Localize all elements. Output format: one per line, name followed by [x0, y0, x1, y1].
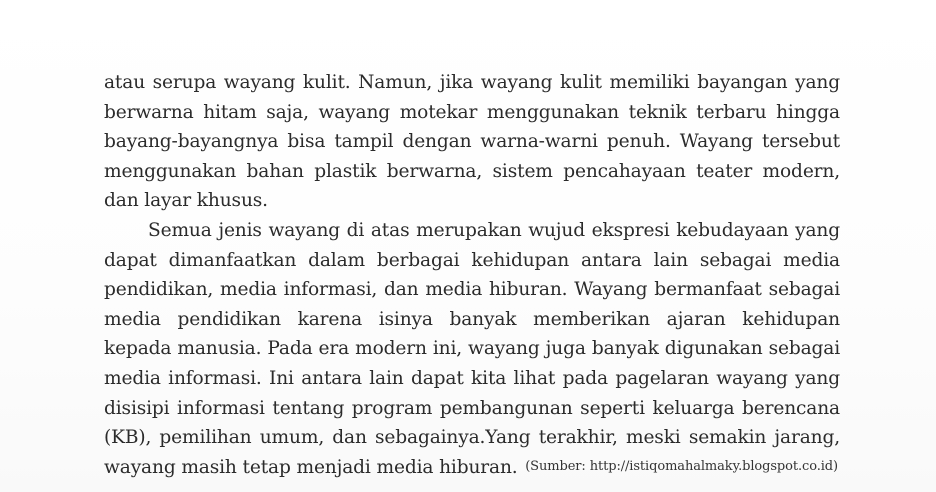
paragraph-2: [104, 216, 840, 482]
paragraph-line: kepada manusia. Pada era modern ini, wayang juga banyak digunakan sebagai: [104, 338, 840, 360]
paragraph-line: menggunakan bahan plastik berwarna, sistem pencahayaan teater modern,: [104, 160, 840, 182]
body-text: [104, 68, 840, 482]
paragraph-line: (KB), pemilihan umum, dan sebagainya.Yang terakhir, meski semakin jarang,: [104, 427, 840, 449]
paragraph-line: media pendidikan karena isinya banyak memberikan ajaran kehidupan: [104, 308, 840, 330]
paragraph-line: disisipi informasi tentang program pembangunan seperti keluarga berencana: [104, 397, 840, 419]
paragraph-line: pendidikan, media informasi, dan media hiburan. Wayang bermanfaat sebagai: [104, 279, 840, 301]
paragraph-line: dapat dimanfaatkan dalam berbagai kehidupan antara lain sebagai media: [104, 249, 840, 271]
paragraph-line: Semua jenis wayang di atas merupakan wujud ekspresi kebudayaan yang: [148, 219, 840, 241]
paragraph-line: berwarna hitam saja, wayang motekar menggunakan teknik terbaru hingga: [104, 101, 840, 123]
paragraph-line: bayang-bayangnya bisa tampil dengan warna-warni penuh. Wayang tersebut: [104, 131, 840, 153]
source-citation: (Sumber: http://istiqomahalmaky.blogspot.co.id): [525, 459, 838, 474]
paragraph-line: atau serupa wayang kulit. Namun, jika wayang kulit memiliki bayangan yang: [104, 72, 840, 93]
paragraph-line: media informasi. Ini antara lain dapat kita lihat pada pagelaran wayang yang: [104, 367, 840, 389]
paragraph-line: wayang masih tetap menjadi media hiburan.: [104, 456, 518, 478]
paragraph-1: [104, 68, 840, 216]
paragraph-line: dan layar khusus.: [104, 190, 268, 212]
